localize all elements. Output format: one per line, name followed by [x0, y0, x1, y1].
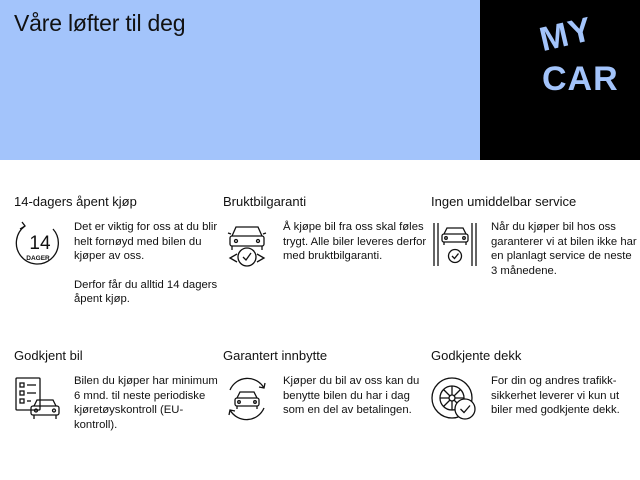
promise-title: Godkjent bil [14, 348, 83, 363]
icon-label: DAGER [26, 255, 50, 262]
car-garage-check-icon [430, 220, 480, 270]
brand-logo-line1: MY [536, 10, 597, 60]
promise-title: Ingen umiddelbar service [431, 194, 577, 209]
approved-tire-icon [430, 374, 480, 424]
promise-paragraph: Det er viktig for oss at du blir helt fornøyd med bilen du kjøper av oss. [74, 221, 218, 263]
promise-paragraph: Kjøper du bil av oss kan du benytte bilen du har i dag som en del av betalingen. [283, 375, 420, 417]
promise-text [74, 220, 224, 321]
page-title: Våre løfter til deg [14, 10, 186, 36]
promise-paragraph: Å kjøpe bil fra oss skal føles trygt. Alle biler leveres derfor med bruktbilgaranti. [283, 221, 427, 263]
brand-logo-line2: CAR [542, 60, 619, 98]
brand-logo [480, 0, 640, 160]
promise-text [283, 374, 433, 432]
car-warranty-icon [222, 220, 272, 270]
car-trade-in-icon [222, 374, 272, 424]
hero-banner [0, 0, 480, 160]
promise-paragraph: Derfor får du alltid 14 dagers åpent kjøp. [74, 278, 218, 306]
14-days-return-icon [13, 220, 63, 270]
promise-text [491, 220, 640, 292]
promise-text [283, 220, 433, 278]
icon-number: 14 [29, 233, 51, 254]
page-header [0, 0, 640, 160]
promise-paragraph: Bilen du kjøper har minimum 6 mnd. til neste periodiske kjøretøyskontroll (EU-kontroll). [74, 375, 218, 431]
promise-title: 14-dagers åpent kjøp [14, 194, 137, 209]
promise-paragraph: For din og andres trafikk-sikkerhet leverer vi kun ut biler med godkjente dekk. [491, 375, 620, 417]
promise-title: Bruktbilgaranti [223, 194, 307, 209]
promise-title: Garantert innbytte [223, 348, 328, 363]
promise-paragraph: Når du kjøper bil hos oss garanterer vi at bilen ikke har en planlagt service de neste 3 månedene. [491, 221, 637, 277]
promise-title: Godkjente dekk [431, 348, 522, 363]
checklist-car-icon [13, 374, 63, 424]
promise-text [74, 374, 224, 446]
promise-text [491, 374, 640, 432]
